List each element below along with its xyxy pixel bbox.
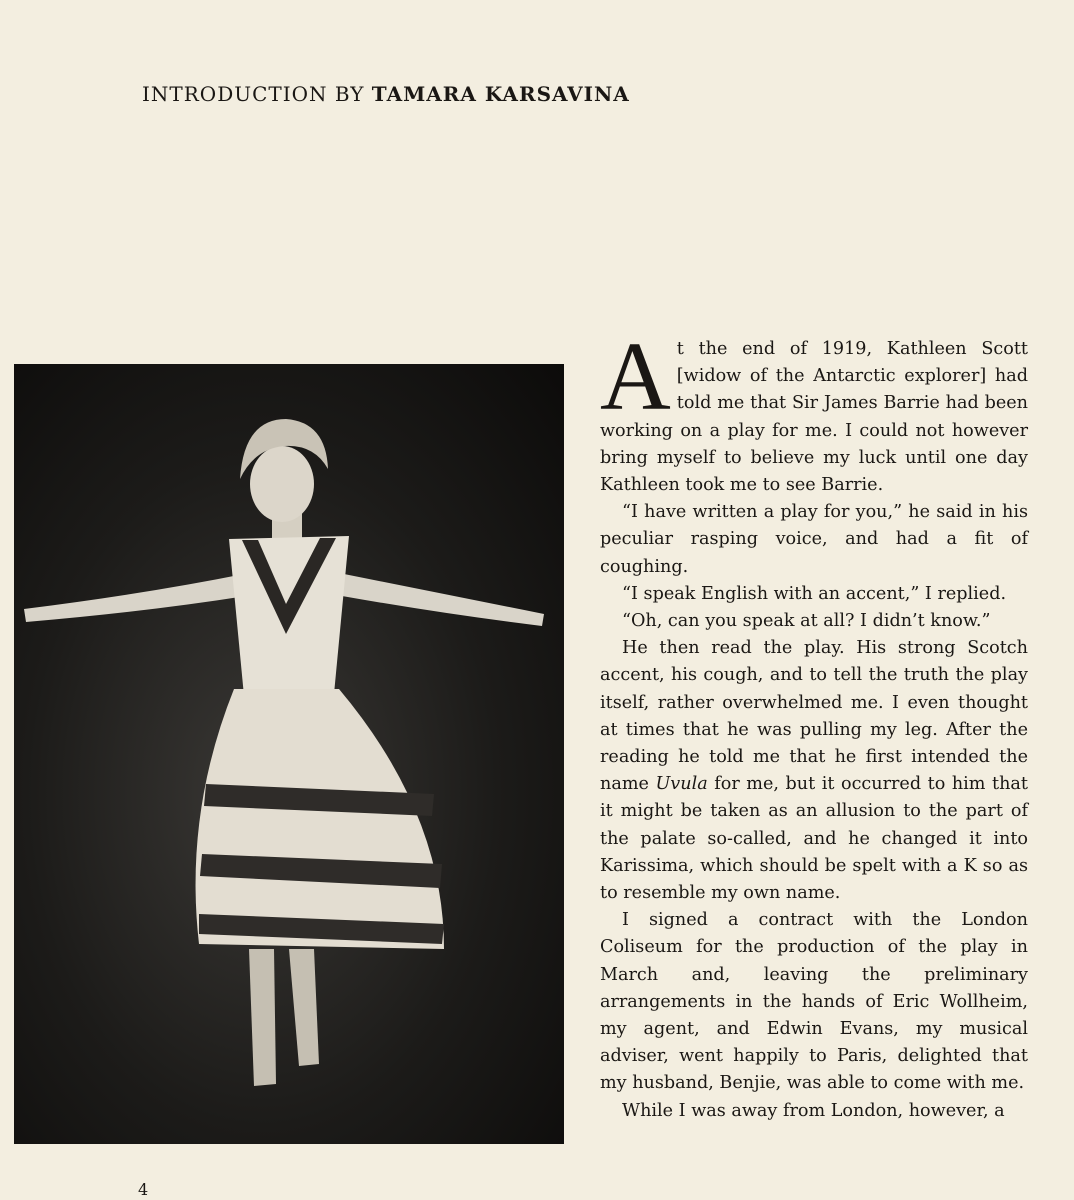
drop-cap: A (600, 323, 671, 431)
dancer-photo-icon (14, 364, 564, 1144)
dancer-photo (14, 364, 564, 1144)
article-paragraph: “Oh, can you speak at all? I didn’t know.” (622, 611, 991, 632)
article-paragraph: At the end of 1919, Kathleen Scott [widow of the Antarctic explorer] had told me that Sir James Barrie had been working on a play for me. I could not however bring myself to believe my luck until one day Kathleen took me to see Barrie. (600, 323, 1028, 496)
page-header (142, 82, 630, 106)
article-paragraph: While I was away from London, however, a (622, 1100, 1005, 1121)
uvula-emphasis: Uvula (655, 774, 708, 795)
header-prefix: INTRODUCTION BY (142, 82, 365, 106)
header-author: TAMARA KARSAVINA (371, 82, 630, 106)
article-paragraph: “I speak English with an accent,” I replied. (622, 583, 1007, 604)
article-paragraph: I signed a contract with the London Coliseum for the production of the play in March and, leaving the preliminary arrangements in the hands of Eric Wollheim, my agent, and Edwin Evans, my musical adviser, went happily to Paris, delighted that my husband, Benjie, was able to come with me. (600, 910, 1028, 1094)
article-paragraph: “I have written a play for you,” he said in his peculiar rasping voice, and had a fit of coughing. (600, 502, 1028, 577)
article-paragraph: He then read the play. His strong Scotch accent, his cough, and to tell the truth the play itself, rather overwhelmed me. I even thought at times that he was pulling my leg. After the reading he told me that he first intended the name Uvula for me, but it occurred to him that it might be taken as an allusion to the part of the palate so-called, and he changed it into Karissima, which should be spelt with a K so as to resemble my own name. (600, 638, 1028, 904)
page-number: 4 (138, 1180, 149, 1199)
article-text (600, 323, 1028, 1125)
